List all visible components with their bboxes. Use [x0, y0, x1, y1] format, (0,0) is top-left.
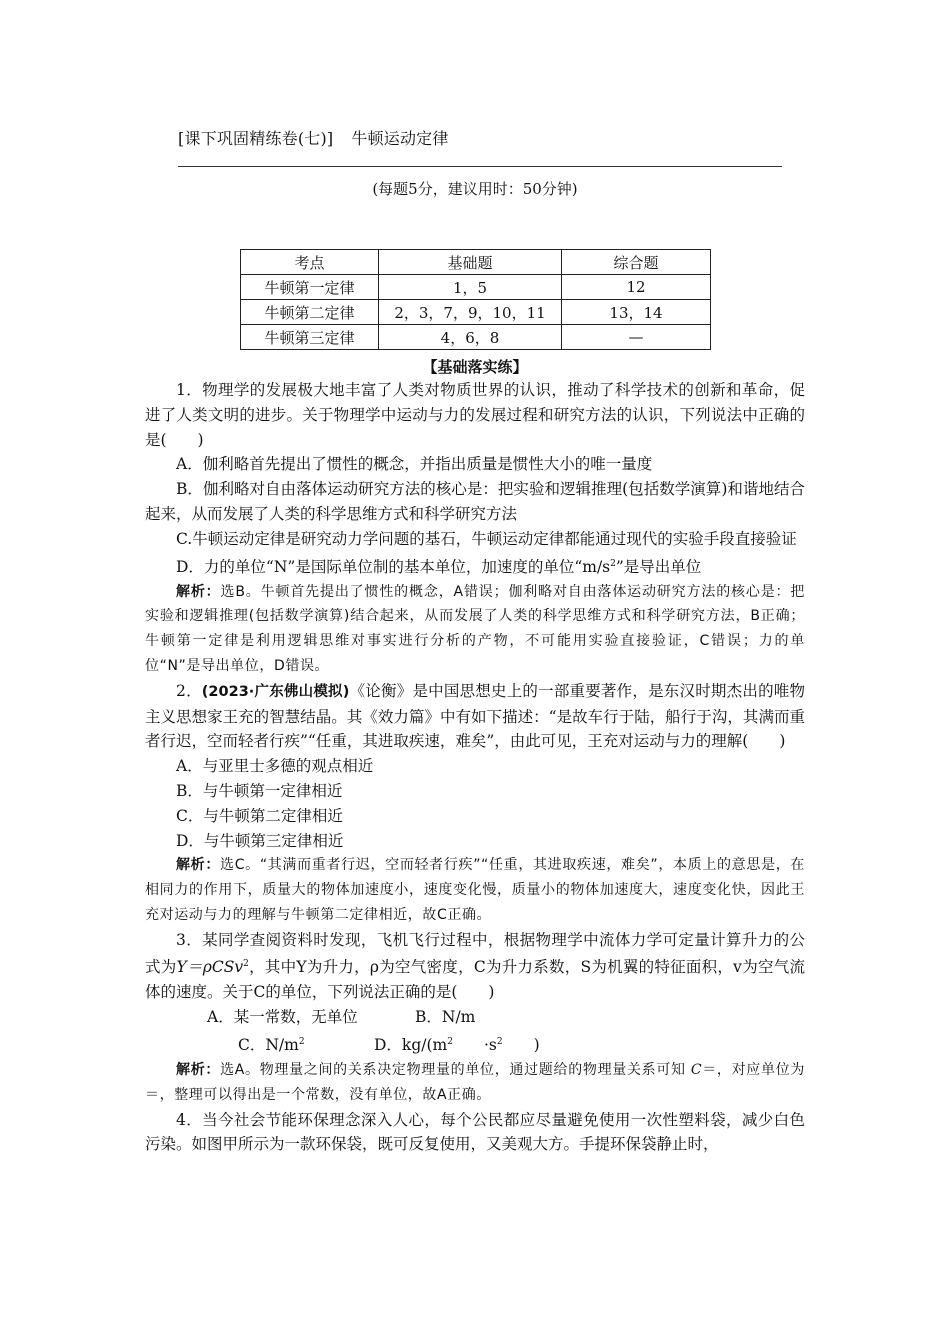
table-cell: 牛顿第二定律 — [241, 300, 379, 325]
question-3-option-b: B．N/m — [415, 1008, 476, 1027]
worksheet-topic: 牛顿运动定律 — [351, 129, 449, 148]
question-4-stem: 4．当今社会节能环保理念深入人心，每个公民都应尽量避免使用一次性塑料袋，减少白色污染。如图甲所示为一款环保袋，既可反复使用，又美观大方。手提环保袋静止时， — [145, 1110, 805, 1154]
question-3-options-ab — [145, 1005, 805, 1030]
question-3-stem — [145, 928, 805, 1006]
question-3-option-a: A．某一常数，无单位 — [207, 1008, 358, 1027]
table-header-cell: 综合题 — [562, 250, 711, 275]
table-cell: 4，6，8 — [379, 325, 562, 350]
analysis-label: 解析： — [176, 857, 221, 874]
question-text: 《论衡》是中国思想史上的一部重要著作，是东汉时期杰出的唯物主义思想家王充的智慧结晶。其《效力篇》中有如下描述：“是故车行于陆，船行于沟，其满而重者行迟，空而轻者行疾”“任重，其进取疾速，难矣”，由此可见，王充对运动与力的理解( ) — [145, 681, 805, 751]
analysis-text: 选C。“其满而重者行迟，空而轻者行疾”“任重，其进取疾速，难矣”，本质上的意思是，在相同力的作用下，质量大的物体加速度小，速度变化慢，质量小的物体加速度大，速度变化快，因此王充对运动与力的理解与牛顿第二定律相近，故C正确。 — [145, 857, 805, 923]
analysis-label: 解析： — [176, 1061, 221, 1078]
question-2-option-a: A．与亚里士多德的观点相近 — [176, 757, 374, 776]
question-2-analysis — [145, 853, 805, 927]
table-cell: 2，3，7，9，10，11 — [379, 300, 562, 325]
question-3-option-c — [176, 1030, 312, 1058]
question-number: 2． — [176, 681, 202, 700]
table-row — [241, 325, 711, 350]
question-source: (2023·广东佛山模拟) — [201, 683, 350, 700]
table-row — [241, 275, 711, 300]
table-header-cell: 基础题 — [379, 250, 562, 275]
table-header-cell: 考点 — [241, 250, 379, 275]
analysis-label: 解析： — [176, 583, 221, 600]
title-divider — [178, 166, 782, 167]
option-text: C．N/m — [238, 1036, 299, 1055]
option-text: ”是导出单位 — [615, 557, 702, 576]
table-cell: 1，5 — [379, 275, 562, 300]
table-cell: 12 — [562, 275, 711, 300]
option-text: ) — [533, 1036, 540, 1055]
analysis-text: 选B。牛顿首先提出了惯性的概念，A错误；伽利略对自由落体运动研究方法的核心是：把实验和逻辑推理(包括数学演算)结合起来，从而发展了人类的科学思维方式和科学研究方法，B正确；牛顿第一定律是利用逻辑思维对事实进行分析的产物，不可能用实验直接验证，C错误；力的单位“N”是导出单位，D错误。 — [145, 583, 805, 674]
topic-table — [240, 249, 711, 350]
option-text: D．kg/(m — [374, 1036, 448, 1055]
question-1-option-d — [145, 552, 805, 580]
table-cell: 13，14 — [562, 300, 711, 325]
table-row — [241, 300, 711, 325]
analysis-variable: C — [690, 1061, 703, 1078]
question-2-option-d: D．与牛顿第三定律相近 — [176, 831, 344, 850]
analysis-text: ＝，对应单位为＝，整理可以得出是一个常数，没有单位，故A正确。 — [145, 1061, 805, 1103]
option-text: ·s — [483, 1036, 497, 1055]
superscript: 2 — [447, 1037, 453, 1048]
question-1-analysis — [145, 580, 805, 679]
table-cell: 牛顿第一定律 — [241, 275, 379, 300]
question-1-stem: 1．物理学的发展极大地丰富了人类对物质世界的认识，推动了科学技术的创新和革命，促进了人类文明的进步。关于物理学中运动与力的发展过程和研究方法的认识，下列说法中正确的是( ) — [145, 381, 805, 449]
question-2-stem — [145, 679, 805, 754]
table-header-row — [241, 250, 711, 275]
table-cell: — — [562, 325, 711, 350]
superscript: 2 — [610, 558, 616, 569]
question-2-option-c: C．与牛顿第二定律相近 — [176, 806, 343, 825]
question-3-option-d — [312, 1030, 540, 1058]
superscript: 2 — [298, 1037, 305, 1048]
superscript: 2 — [243, 959, 249, 970]
question-3-analysis — [145, 1058, 805, 1108]
time-note: (每题5分，建议用时：50分钟) — [372, 180, 578, 198]
question-text: 3．某同学查阅资料时发现，飞机飞行过程中，根据物理学中流体力学可定量计算升力的公式为 — [145, 930, 805, 977]
questions-body — [145, 378, 805, 1157]
question-text: ，其中Y为升力，ρ为空气密度，C为升力系数，S为机翼的特征面积，v为空气流体的速度。关于C的单位，下列说法正确的是( ) — [145, 958, 805, 1002]
superscript: 2 — [496, 1037, 503, 1048]
option-text: D．力的单位“N”是国际单位制的基本单位，加速度的单位“m/s — [176, 557, 611, 576]
analysis-text: 选A。物理量之间的关系决定物理量的单位，通过题给的物理量关系可知 — [220, 1061, 686, 1078]
question-3-options-cd — [145, 1030, 805, 1058]
question-1-option-c: C.牛顿运动定律是研究动力学问题的基石，牛顿运动定律都能通过现代的实验手段直接验证 — [176, 529, 797, 548]
worksheet-series: [课下巩固精练卷(七)] — [178, 129, 334, 148]
question-2-option-b: B．与牛顿第一定律相近 — [176, 781, 343, 800]
table-cell: 牛顿第三定律 — [241, 325, 379, 350]
section-heading: 【基础落实练】 — [422, 358, 528, 376]
question-1-option-b: B．伽利略对自由落体运动研究方法的核心是：把实验和逻辑推理(包括数学演算)和谐地结合起来，从而发展了人类的科学思维方式和科学研究方法 — [145, 480, 805, 523]
question-1-option-a: A．伽利略首先提出了惯性的概念，并指出质量是惯性大小的唯一量度 — [176, 455, 653, 474]
worksheet-title — [178, 126, 449, 149]
lift-formula: Y＝ρCSv — [176, 958, 244, 977]
